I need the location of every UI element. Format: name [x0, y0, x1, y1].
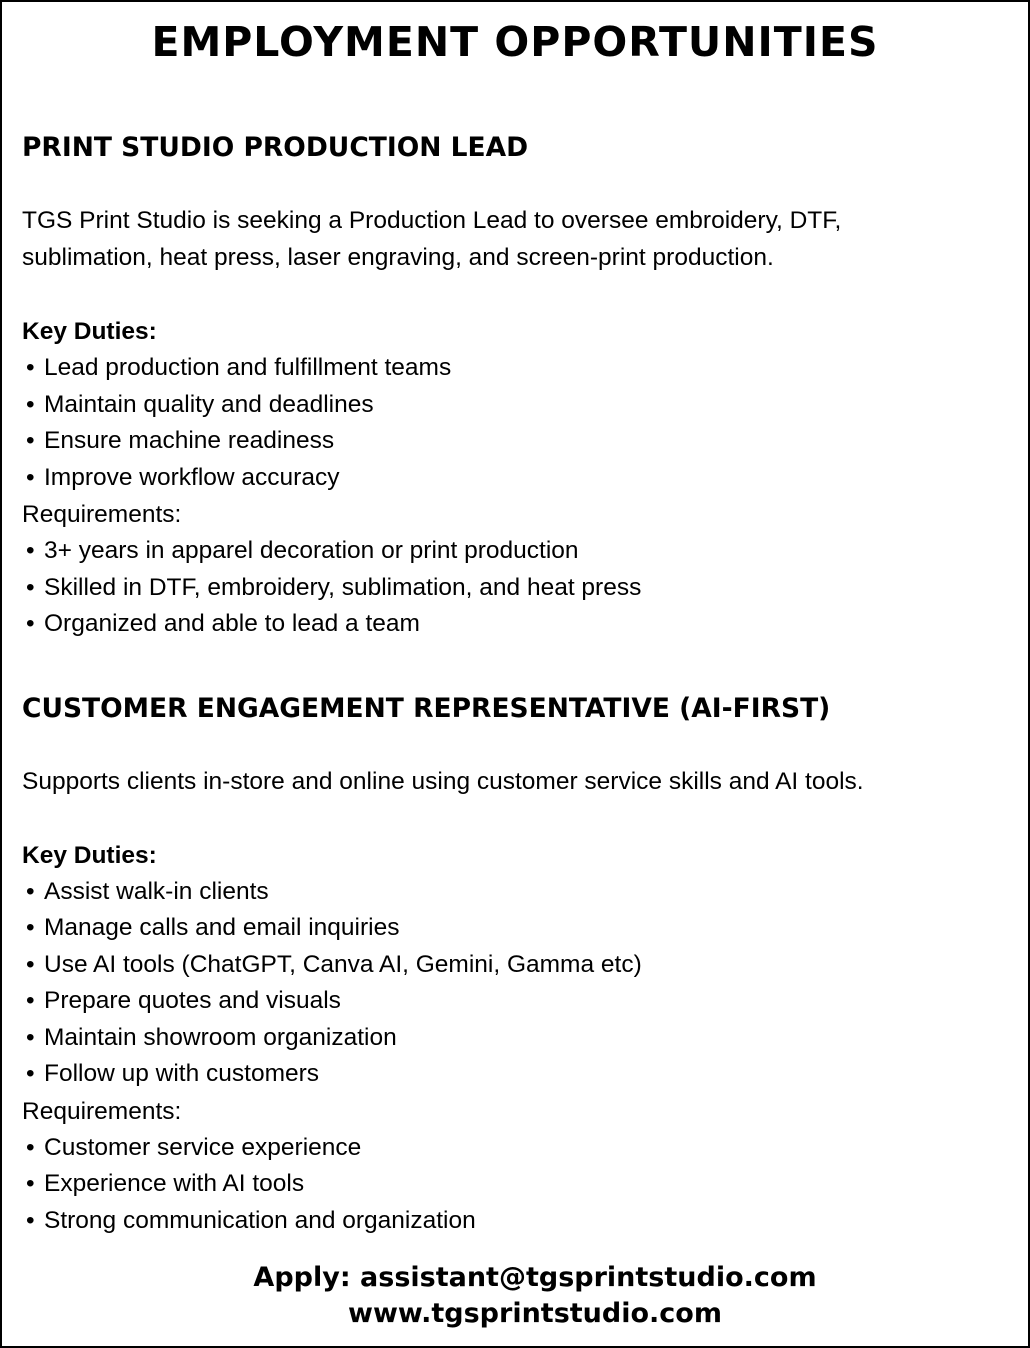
bullet-icon: • — [26, 950, 35, 978]
list-item: • Customer service experience — [22, 1130, 1018, 1167]
bullet-icon: • — [26, 1170, 35, 1197]
list-item: • Maintain quality and deadlines — [22, 387, 1018, 424]
bullet-icon: • — [26, 877, 35, 905]
duties-list — [22, 350, 1018, 496]
bullet-icon: • — [26, 914, 35, 941]
list-item: • Maintain showroom organization — [22, 1020, 1018, 1057]
requirements-list — [22, 533, 1018, 643]
bullet-icon: • — [26, 1060, 35, 1087]
job-listings — [22, 127, 1018, 1239]
list-item: • Experience with AI tools — [22, 1166, 1018, 1203]
list-item: • Use AI tools (ChatGPT, Canva AI, Gemini, Gamma etc) — [22, 947, 1018, 984]
bullet-icon: • — [26, 354, 35, 381]
list-item: • Manage calls and email inquiries — [22, 910, 1018, 947]
bullet-icon: • — [26, 610, 35, 637]
bullet-icon: • — [26, 1206, 35, 1234]
list-item: • Strong communication and organization — [22, 1203, 1018, 1240]
bullet-icon: • — [26, 1023, 35, 1051]
list-item: • Skilled in DTF, embroidery, sublimation, and heat press — [22, 570, 1018, 607]
apply-email: Apply: assistant@tgsprintstudio.com — [253, 1262, 817, 1293]
job-title: CUSTOMER ENGAGEMENT REPRESENTATIVE (AI-FIRST) — [22, 692, 831, 724]
bullet-icon: • — [26, 1133, 35, 1161]
bullet-icon: • — [26, 427, 35, 454]
duties-label: Key Duties: — [22, 318, 157, 345]
website-link: www.tgsprintstudio.com — [348, 1298, 722, 1329]
list-item: • Organized and able to lead a team — [22, 606, 1018, 643]
bullet-icon: • — [26, 987, 35, 1014]
apply-footer — [42, 1260, 1028, 1332]
list-item: • Prepare quotes and visuals — [22, 983, 1018, 1020]
bullet-icon: • — [26, 390, 35, 418]
list-item: • Assist walk-in clients — [22, 874, 1018, 911]
bullet-icon: • — [26, 537, 35, 564]
job-title: PRINT STUDIO PRODUCTION LEAD — [22, 132, 529, 163]
job-section-customer-engagement — [22, 688, 1018, 1240]
requirements-label: Requirements: — [22, 501, 182, 528]
job-description-line: Supports clients in-store and online using customer service skills and AI tools. — [22, 767, 864, 795]
list-item: • Ensure machine readiness — [22, 423, 1018, 460]
job-section-production-lead — [22, 127, 1018, 643]
requirements-list — [22, 1130, 1018, 1240]
bullet-icon: • — [26, 573, 35, 601]
requirements-label: Requirements: — [22, 1097, 182, 1125]
list-item: • Improve workflow accuracy — [22, 460, 1018, 497]
job-description-line: sublimation, heat press, laser engraving, and screen-print production. — [22, 244, 774, 271]
list-item: • 3+ years in apparel decoration or print production — [22, 533, 1018, 570]
list-item: • Lead production and fulfillment teams — [22, 350, 1018, 387]
duties-list — [22, 874, 1018, 1093]
list-item: • Follow up with customers — [22, 1056, 1018, 1093]
job-description-line: TGS Print Studio is seeking a Production Lead to oversee embroidery, DTF, — [22, 207, 842, 234]
duties-label: Key Duties: — [22, 841, 157, 869]
bullet-icon: • — [26, 463, 35, 491]
page-title: EMPLOYMENT OPPORTUNITIES — [151, 18, 879, 66]
